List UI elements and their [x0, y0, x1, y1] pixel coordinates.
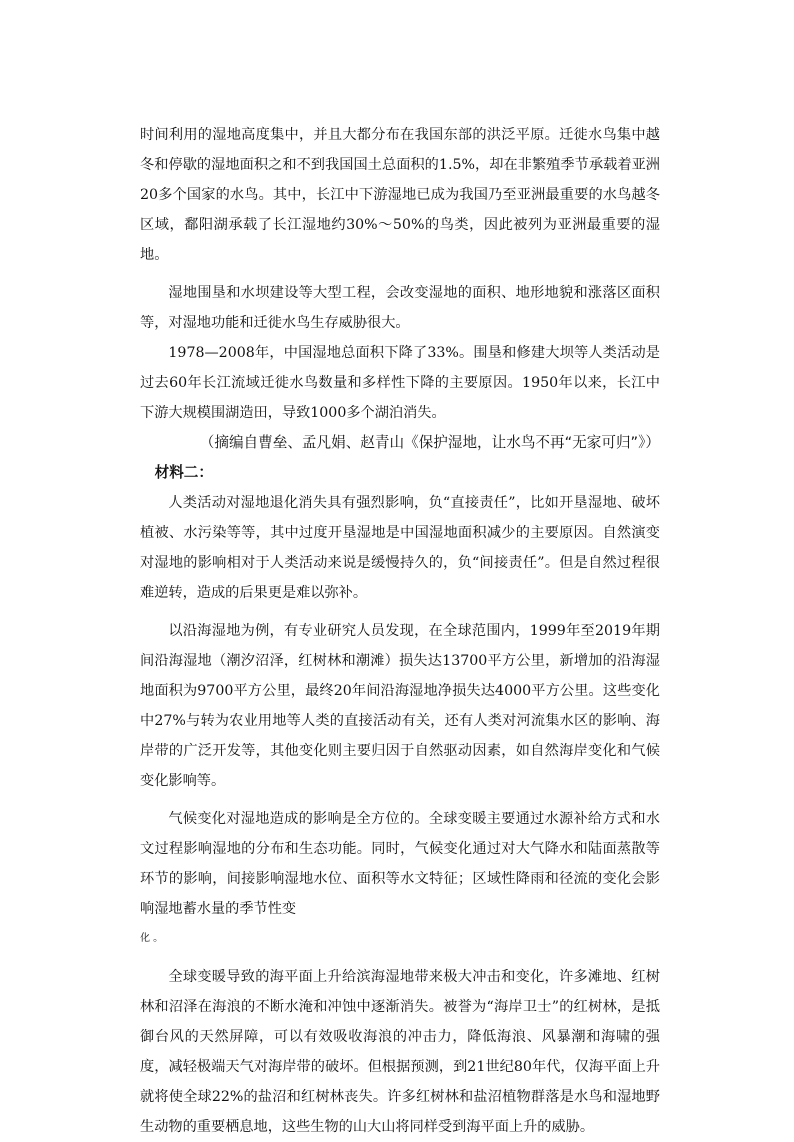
paragraph-2: 湿地围垦和水坝建设等大型工程，会改变湿地的面积、地形地貌和涨落区面积等，对湿地功能和迁徙水鸟生存威胁很大。: [140, 285, 660, 331]
paragraph-6-tail: 化 。: [140, 933, 164, 944]
paragraph-6: 气候变化对湿地造成的影响是全方位的。全球变暖主要通过水源补给方式和水文过程影响湿地的分布和生态功能。同时，气候变化通过对大气降水和陆面蒸散等环节的影响，间接影响湿地水位、面积等水文特征；区域性降雨和径流的变化会影响湿地蓄水量的季节性变: [140, 811, 660, 917]
paragraph-7: 全球变暖导致的海平面上升给滨海湿地带来极大冲击和变化，许多滩地、红树林和沼泽在海浪的不断水淹和冲蚀中逐渐消失。被誉为“海岸卫士”的红树林，是抵御台风的天然屏障，可以有效吸收海浪的冲击力，降低海浪、风暴潮和海啸的强度，减轻极端天气对海岸带的破坏。但根据预测，到21世纪80年代，仅海平面上升就将使全球22%的盐沼和红树林丧失。许多红树林和盐沼植物群落是水鸟和湿地野生动物的重要栖息地，这些生物的山大山将同样受到海平面上升的威胁。: [140, 969, 660, 1135]
paragraph-4: 人类活动对湿地退化消失具有强烈影响，负“直接责任”，比如开垦湿地、破坏植被、水污染等等，其中过度开垦湿地是中国湿地面积减少的主要原因。自然演变对湿地的影响相对于人类活动来说是缓慢持久的，负“间接责任”。但是自然过程很难逆转，造成的后果更是难以弥补。: [140, 495, 660, 601]
paragraph-3: 1978—2008年，中国湿地总面积下降了33%。围垦和修建大坝等人类活动是过去60年长江流域迁徙水鸟数量和多样性下降的主要原因。1950年以来，长江中下游大规模围湖造田，导致1000多个湖泊消失。: [140, 345, 660, 421]
document-body: [140, 120, 660, 1142]
section-heading: 材料二：: [154, 464, 213, 481]
paragraph-1: 时间利用的湿地高度集中，并且大都分布在我国东部的洪泛平原。迁徙水鸟集中越冬和停歇的湿地面积之和不到我国国土总面积的1.5%，却在非繁殖季节承载着亚洲20多个国家的水鸟。其中，长江中下游湿地已成为我国乃至亚洲最重要的水鸟越冬区域，鄱阳湖承载了长江湿地约30%～50%的鸟类，因此被列为亚洲最重要的湿地。: [140, 127, 660, 263]
paragraph-5: 以沿海湿地为例，有专业研究人员发现，在全球范围内，1999年至2019年期间沿海湿地（潮汐沼泽，红树林和潮滩）损失达13700平方公里，新增加的沿海湿地面积为9700平方公里，最终20年间沿海湿地净损失达4000平方公里。这些变化中27%与转为农业用地等人类的直接活动有关，还有人类对河流集水区的影响、海岸带的广泛开发等，其他变化则主要归因于自然驱动因素，如自然海岸变化和气候变化影响等。: [140, 623, 660, 789]
source-citation: （摘编自曹垒、孟凡娟、赵青山《保护湿地，让水鸟不再“无家可归”》）: [199, 434, 660, 451]
